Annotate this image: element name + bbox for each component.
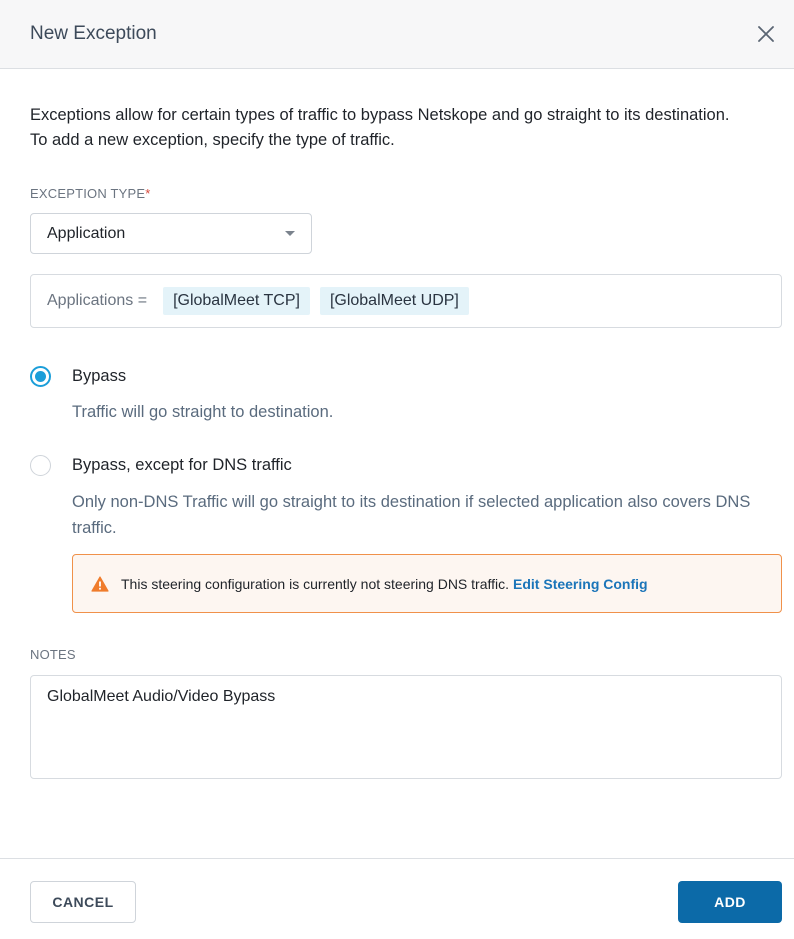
- caret-down-icon: [285, 231, 295, 236]
- option-bypass-except-dns-description: Only non-DNS Traffic will go straight to its destination if selected application also covers DNS traffic.: [72, 493, 751, 537]
- radio-bypass-except-dns[interactable]: [30, 455, 51, 476]
- applications-label: Applications =: [47, 292, 148, 309]
- dialog-footer: [0, 858, 794, 939]
- dns-warning-banner: [72, 554, 782, 613]
- radio-selected-dot: [35, 371, 46, 382]
- cancel-button[interactable]: CANCEL: [30, 881, 136, 923]
- close-icon: [757, 25, 775, 43]
- notes-label: NOTES: [30, 647, 76, 662]
- exception-type-value: Application: [47, 224, 126, 242]
- option-bypass-description: Traffic will go straight to destination.: [72, 403, 334, 421]
- radio-bypass[interactable]: [30, 366, 51, 387]
- option-bypass-except-dns[interactable]: [30, 455, 782, 476]
- option-bypass-label: Bypass: [72, 367, 127, 385]
- warning-text: This steering configuration is currently not steering DNS traffic.: [121, 575, 510, 592]
- exception-type-select[interactable]: [30, 213, 312, 254]
- close-button[interactable]: [752, 20, 780, 48]
- applications-field[interactable]: [30, 274, 782, 328]
- dialog-title: New Exception: [30, 23, 157, 44]
- dialog-body: [0, 103, 794, 779]
- edit-steering-config-link[interactable]: Edit Steering Config: [513, 575, 648, 592]
- option-bypass-except-dns-label: Bypass, except for DNS traffic: [72, 456, 292, 474]
- add-button[interactable]: ADD: [678, 881, 782, 923]
- exception-type-label: [30, 186, 782, 201]
- notes-textarea[interactable]: GlobalMeet Audio/Video Bypass: [30, 675, 782, 779]
- intro-text: Exceptions allow for certain types of traffic to bypass Netskope and go straight to its destination. To add a new exception, specify the type of traffic.: [30, 106, 730, 149]
- dialog-header: [0, 0, 794, 69]
- exception-type-label-text: EXCEPTION TYPE: [30, 186, 146, 201]
- option-bypass[interactable]: [30, 366, 782, 387]
- application-chip-tcp[interactable]: [GlobalMeet TCP]: [163, 287, 310, 315]
- required-mark: *: [145, 186, 151, 201]
- warning-icon: [91, 576, 109, 592]
- application-chip-udp[interactable]: [GlobalMeet UDP]: [320, 287, 469, 315]
